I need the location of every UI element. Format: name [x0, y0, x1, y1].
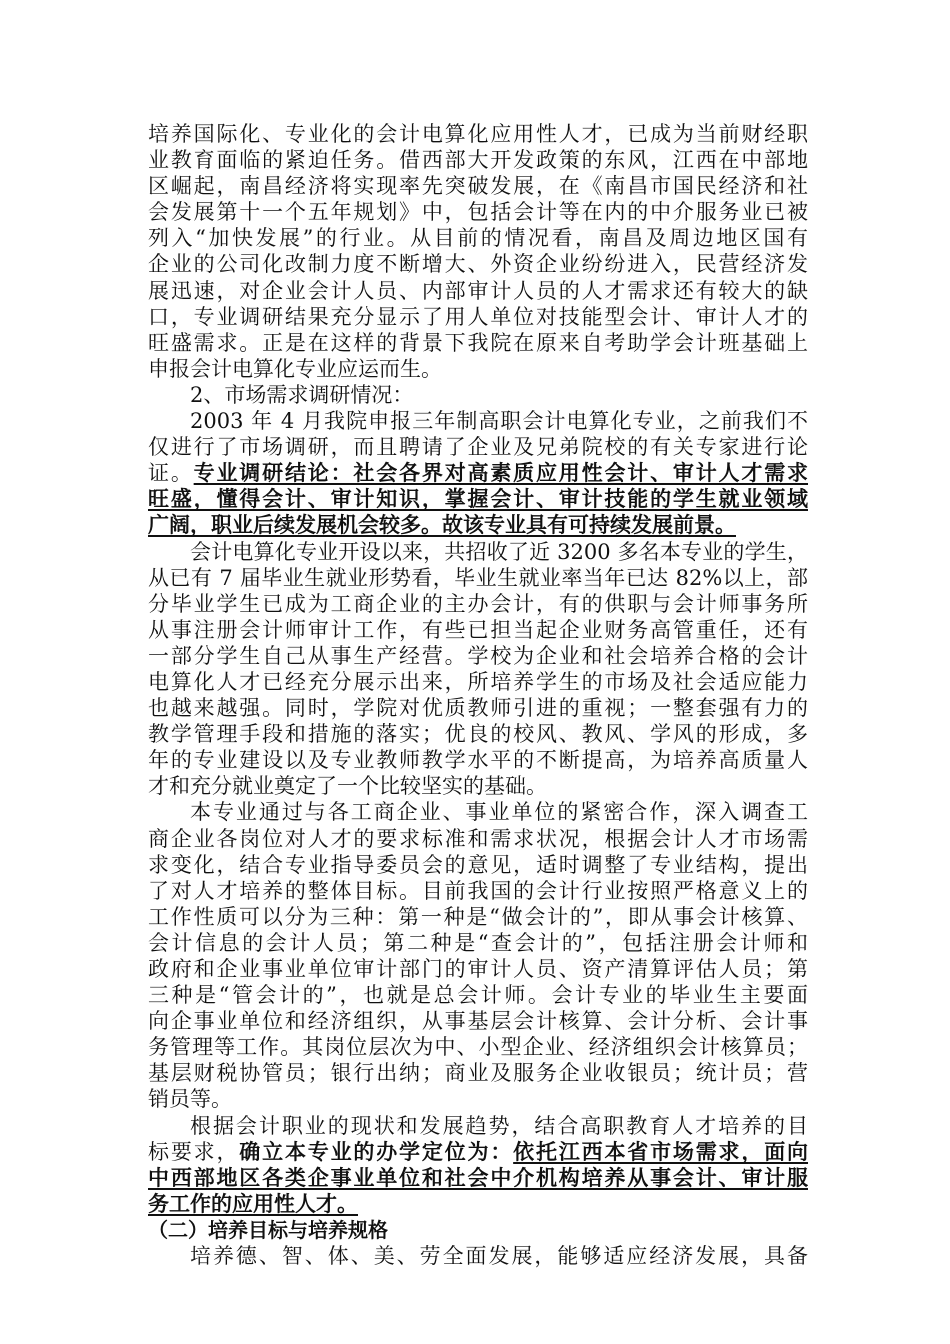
text-line — [148, 1165, 808, 1191]
text-segment: 业教育面临的紧迫任务。借西部大开发政策的东风，江西在中部地 — [148, 148, 808, 173]
text-segment: 2003 年 4 月我院申报三年制高职会计电算化专业，之前我们不 — [190, 409, 808, 434]
text-segment: 年的专业建设以及专业教师教学水平的不断提高，为培养高质量人 — [148, 748, 808, 773]
emphasized-text: 务工作的应用性人才。 — [148, 1190, 358, 1216]
text-segment: 旺盛需求。正是在这样的背景下我院在原来自考助学会计班基础上 — [148, 330, 808, 355]
text-segment: 培养国际化、专业化的会计电算化应用性人才，已成为当前财经职 — [148, 122, 808, 146]
text-line — [148, 199, 808, 225]
emphasized-text: 确立本专业的办学定位为： — [239, 1138, 514, 1164]
text-segment: 也越来越强。同时，学院对优质教师引进的重视；一整套强有力的 — [148, 696, 808, 721]
text-segment: 工作性质可以分为三种：第一种是“做会计的”，即从事会计核算、 — [148, 904, 808, 929]
text-segment: 会发展第十一个五年规划》中，包括会计等在内的中介服务业已被 — [148, 200, 808, 225]
text-line — [148, 1113, 808, 1139]
text-line — [148, 1139, 808, 1165]
text-line — [148, 904, 808, 930]
text-line — [148, 852, 808, 878]
text-line — [148, 1008, 808, 1034]
text-segment: 教学管理手段和措施的落实；优良的校风、教风、学风的形成，多 — [148, 722, 808, 747]
paragraph — [148, 799, 808, 1112]
text-line — [148, 930, 808, 956]
text-line — [148, 356, 808, 382]
text-line — [148, 539, 808, 565]
paragraph — [148, 121, 808, 382]
text-segment: 求变化，结合专业指导委员会的意见，适时调整了专业结构，提出 — [148, 852, 808, 877]
text-line — [148, 225, 808, 251]
paragraph — [148, 1113, 808, 1217]
text-line — [148, 617, 808, 643]
text-segment: 务管理等工作。其岗位层次为中、小型企业、经济组织会计核算员； — [148, 1035, 808, 1060]
text-segment: 从事注册会计师审计工作，有些已担当起企业财务高管重任，还有 — [148, 617, 808, 642]
paragraph — [148, 539, 808, 800]
text-segment: 向企事业单位和经济组织，从事基层会计核算、会计分析、会计事 — [148, 1009, 808, 1034]
text-segment: 电算化人才已经充分展示出来，所培养学生的市场及社会适应能力 — [148, 669, 808, 694]
text-line — [148, 173, 808, 199]
text-line — [148, 878, 808, 904]
text-line — [148, 669, 808, 695]
text-segment: 分毕业学生已成为工商企业的主办会计，有的供职与会计师事务所 — [148, 591, 808, 616]
text-line — [148, 695, 808, 721]
text-segment: 根据会计职业的现状和发展趋势，结合高职教育人才培养的目 — [190, 1113, 808, 1138]
text-segment: 列入“加快发展”的行业。从目前的情况看，南昌及周边地区国有 — [148, 226, 808, 251]
text-line — [148, 382, 808, 408]
section-heading — [148, 1217, 808, 1243]
text-line — [148, 1060, 808, 1086]
emphasized-text: 依托江西本省市场需求，面向 — [513, 1138, 809, 1164]
emphasized-text: 广阔，职业后续发展机会较多。故该专业具有可持续发展前景。 — [148, 512, 736, 538]
text-line — [148, 408, 808, 434]
text-line — [148, 304, 808, 330]
text-segment: 申报会计电算化专业应运而生。 — [148, 356, 442, 381]
paragraph — [148, 1243, 808, 1269]
text-line — [148, 747, 808, 773]
text-line — [148, 486, 808, 512]
text-line — [148, 826, 808, 852]
text-line — [148, 773, 808, 799]
text-line — [148, 512, 808, 538]
text-segment: 会计电算化专业开设以来，共招收了近 3200 多名本专业的学生， — [190, 539, 808, 564]
text-line — [148, 1243, 808, 1269]
text-line — [148, 121, 808, 147]
text-line — [148, 591, 808, 617]
text-segment: 证。 — [148, 461, 194, 486]
text-line — [148, 147, 808, 173]
text-segment: 企业的公司化改制力度不断增大、外资企业纷纷进入，民营经济发 — [148, 252, 808, 277]
text-line — [148, 251, 808, 277]
text-segment: 政府和企业事业单位审计部门的审计人员、资产清算评估人员；第 — [148, 957, 808, 981]
text-line — [148, 330, 808, 356]
text-segment: 标要求， — [148, 1139, 240, 1164]
text-line — [148, 434, 808, 460]
text-segment: 才和充分就业奠定了一个比较坚实的基础。 — [148, 774, 547, 799]
text-segment: 销员等。 — [148, 1087, 232, 1112]
text-segment: 2、市场需求调研情况： — [190, 382, 414, 407]
text-segment: 商企业各岗位对人才的要求标准和需求状况，根据会计人才市场需 — [148, 826, 808, 851]
paragraph — [148, 1217, 808, 1243]
text-segment: 基层财税协管员；银行出纳；商业及服务企业收银员；统计员；营 — [148, 1061, 808, 1086]
text-line — [148, 956, 808, 982]
text-segment: 了对人才培养的整体目标。目前我国的会计行业按照严格意义上的 — [148, 878, 808, 903]
emphasized-text: 旺盛，懂得会计、审计知识，掌握会计、审计技能的学生就业领域 — [148, 486, 808, 512]
text-line — [148, 1086, 808, 1112]
document-page — [148, 121, 808, 1269]
text-line — [148, 1191, 808, 1217]
text-line — [148, 1034, 808, 1060]
paragraph — [148, 382, 808, 408]
text-segment: 从已有 7 届毕业生就业形势看，毕业生就业率当年已达 82%以上，部 — [148, 565, 808, 590]
text-segment: 培养德、智、体、美、劳全面发展，能够适应经济发展，具备 — [190, 1244, 808, 1269]
paragraph — [148, 408, 808, 538]
text-line — [148, 643, 808, 669]
text-segment: 会计信息的会计人员；第二种是“查会计的”，包括注册会计师和 — [148, 930, 808, 955]
emphasized-text: 中西部地区各类企事业单位和社会中介机构培养从事会计、审计服 — [148, 1164, 808, 1190]
text-line — [148, 799, 808, 825]
emphasized-text: 专业调研结论：社会各界对高素质应用性会计、审计人才需求 — [193, 460, 809, 486]
text-segment: 一部分学生自己从事生产经营。学校为企业和社会培养合格的会计 — [148, 643, 808, 668]
text-segment: 仅进行了市场调研，而且聘请了企业及兄弟院校的有关专家进行论 — [148, 435, 808, 460]
text-segment: （二）培养目标与培养规格 — [148, 1217, 388, 1242]
text-line — [148, 460, 808, 486]
text-segment: 展迅速，对企业会计人员、内部审计人员的人才需求还有较大的缺 — [148, 278, 808, 303]
text-segment: 区崛起，南昌经济将实现率先突破发展，在《南昌市国民经济和社 — [148, 174, 808, 199]
text-segment: 本专业通过与各工商企业、事业单位的紧密合作，深入调查工 — [190, 800, 808, 825]
text-line — [148, 721, 808, 747]
text-line — [148, 565, 808, 591]
text-line — [148, 982, 808, 1008]
text-line — [148, 278, 808, 304]
text-segment: 口，专业调研结果充分显示了用人单位对技能型会计、审计人才的 — [148, 304, 808, 329]
text-segment: 三种是“管会计的”，也就是总会计师。会计专业的毕业生主要面 — [148, 983, 808, 1008]
